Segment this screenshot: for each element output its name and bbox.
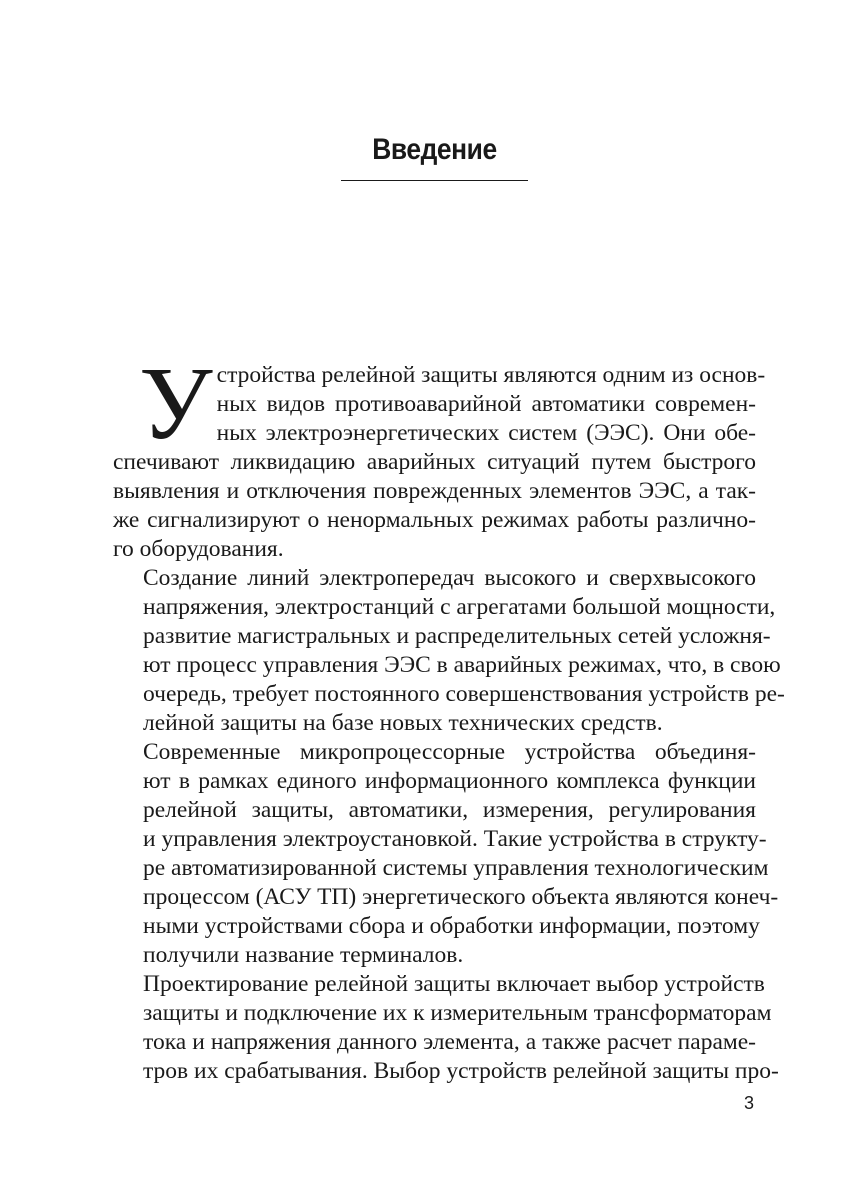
text-line: очередь, требует постоянного совершенствования устройств ре- [143, 681, 785, 707]
text-line: ют процесс управления ЭЭС в аварийных режимах, что, в свою [143, 652, 781, 678]
drop-cap: У [139, 346, 213, 461]
text-line: и управления электроустановкой. Такие устройства в структу- [143, 826, 767, 852]
text-line: ных электроэнергетических систем (ЭЭС). Они обе- [216, 420, 756, 446]
text-line: стройства релейной защиты являются одним из основ- [216, 362, 766, 388]
text-line: Современные микропроцессорные устройства объединя- [143, 739, 756, 765]
heading-underline [341, 180, 528, 181]
text-line: же сигнализируют о ненормальных режимах работы различно- [113, 507, 756, 533]
text-line: спечивают ликвидацию аварийных ситуаций путем быстрого [113, 449, 756, 475]
page-number: 3 [744, 1093, 755, 1113]
text-line: ют в рамках единого информационного комплекса функции [143, 768, 756, 794]
text-line: выявления и отключения поврежденных элементов ЭЭС, а так- [113, 478, 756, 504]
text-line: развитие магистральных и распределительных сетей усложня- [143, 623, 771, 649]
text-line: ными устройствами сбора и обработки информации, поэтому [143, 913, 760, 939]
text-line: напряжения, электростанций с агрегатами большой мощности, [143, 594, 776, 620]
text-line: Создание линий электропередач высокого и сверхвысокого [143, 565, 756, 591]
text-line: получили название терминалов. [143, 942, 464, 968]
paragraph-3 [113, 738, 779, 970]
paragraph-1 [113, 346, 766, 564]
paragraph-4 [113, 970, 779, 1086]
text-line: Проектирование релейной защиты включает выбор устройств [143, 971, 765, 997]
text-line: го оборудования. [113, 536, 284, 562]
text-line: релейной защиты, автоматики, измерения, регулирования [143, 797, 756, 823]
text-line: тров их срабатывания. Выбор устройств релейной защиты про- [143, 1058, 779, 1084]
text-line: ре автоматизированной системы управления технологическим [143, 855, 769, 881]
text-line: тока и напряжения данного элемента, а также расчет параме- [143, 1029, 756, 1055]
text-line: защиты и подключение их к измерительным трансформаторам [143, 1000, 772, 1026]
text-line: лейной защиты на базе новых технических средств. [143, 710, 663, 736]
chapter-heading: Введение [372, 133, 497, 166]
body-text [113, 346, 785, 1086]
text-line: процессом (АСУ ТП) энергетического объекта являются конеч- [143, 884, 779, 910]
text-line: ных видов противоаварийной автоматики современ- [216, 391, 756, 417]
paragraph-2 [113, 564, 785, 738]
